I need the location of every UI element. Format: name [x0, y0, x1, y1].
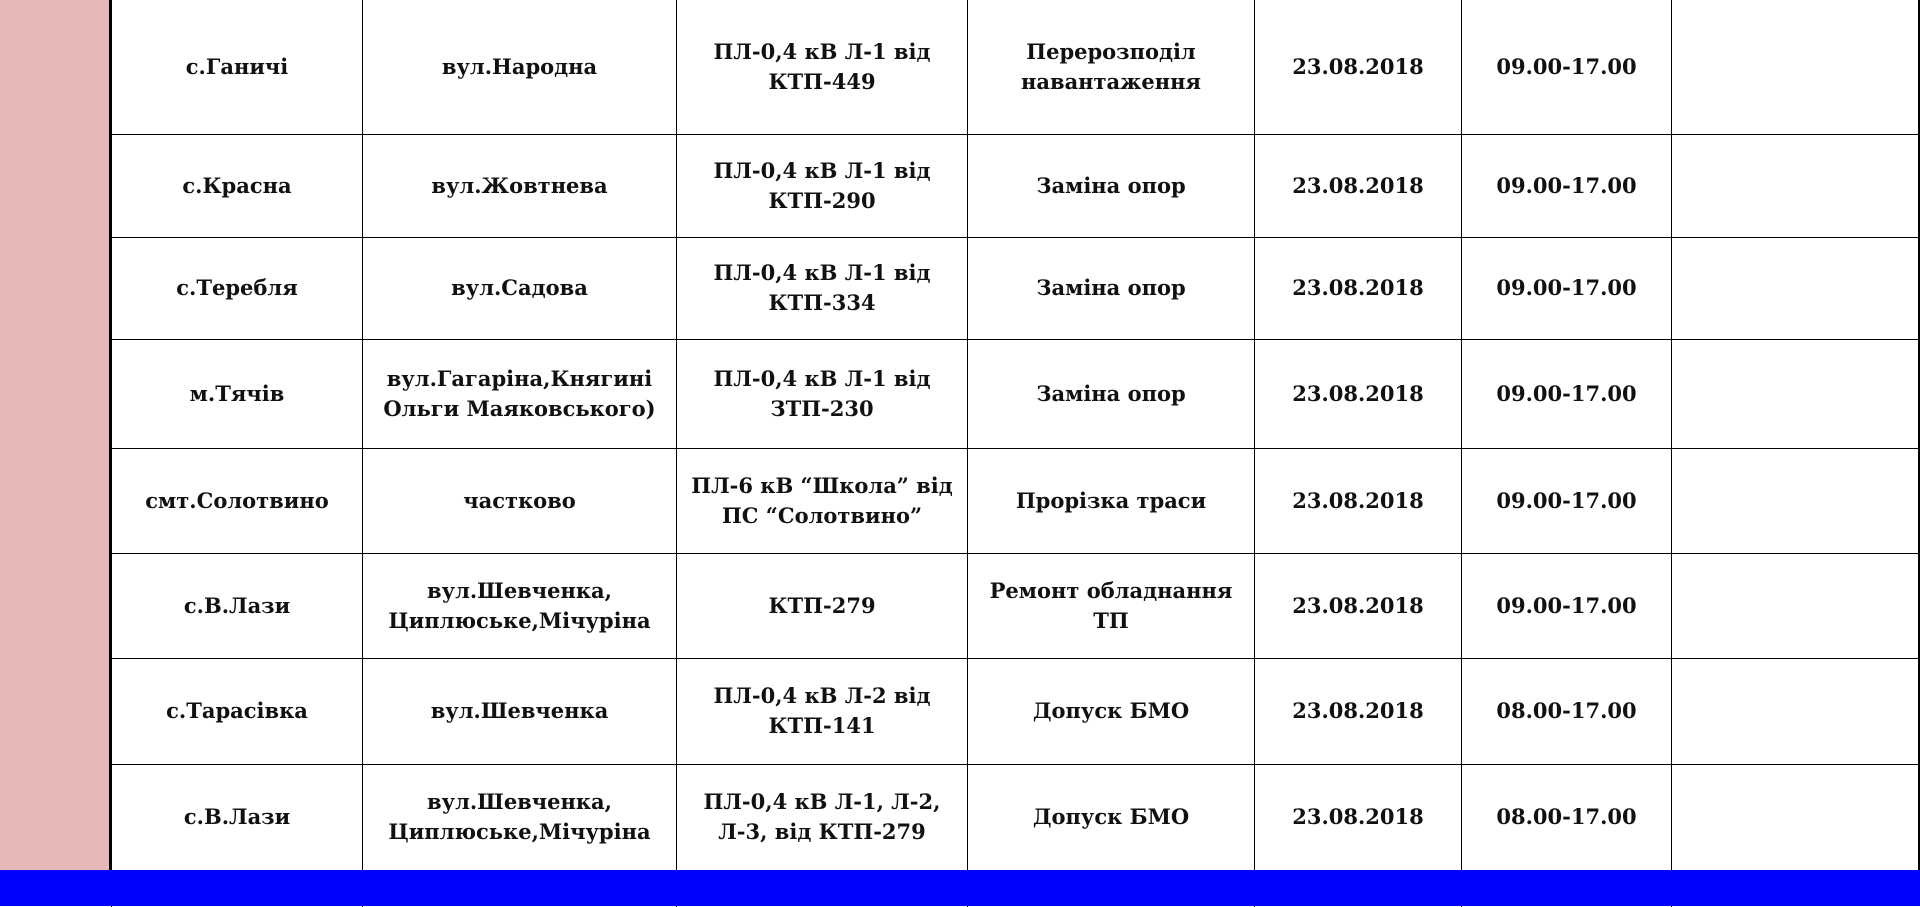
- settlement-cell[interactable]: с.В.Лази: [112, 553, 363, 658]
- table-row: [112, 237, 1919, 339]
- table-row: [112, 448, 1919, 553]
- power-object-cell[interactable]: ПЛ-0,4 кВ Л-1, Л-2, Л-3, від КТП-279: [677, 764, 968, 870]
- settlement-cell[interactable]: с.Красна: [112, 134, 363, 237]
- work-type-cell[interactable]: Перерозподіл навантаження: [968, 0, 1255, 134]
- settlement-cell[interactable]: с.Ганичі: [112, 0, 363, 134]
- schedule-table-body: [112, 0, 1919, 870]
- power-object-cell[interactable]: ПЛ-0,4 кВ Л-1 від КТП-334: [677, 237, 968, 339]
- work-type-cell[interactable]: Заміна опор: [968, 237, 1255, 339]
- street-cell[interactable]: вул.Жовтнева: [363, 134, 677, 237]
- note-cell[interactable]: [1672, 658, 1919, 764]
- date-cell[interactable]: 23.08.2018: [1255, 553, 1462, 658]
- work-type-cell[interactable]: Заміна опор: [968, 134, 1255, 237]
- date-cell[interactable]: 23.08.2018: [1255, 0, 1462, 134]
- street-cell[interactable]: частково: [363, 448, 677, 553]
- power-object-cell[interactable]: ПЛ-0,4 кВ Л-2 від КТП-141: [677, 658, 968, 764]
- work-type-cell[interactable]: Допуск БМО: [968, 658, 1255, 764]
- date-cell[interactable]: 23.08.2018: [1255, 134, 1462, 237]
- time-cell[interactable]: 09.00-17.00: [1462, 0, 1672, 134]
- note-cell[interactable]: [1672, 764, 1919, 870]
- blue-separator-bar: [0, 870, 1920, 906]
- street-cell[interactable]: вул.Садова: [363, 237, 677, 339]
- note-cell[interactable]: [1672, 553, 1919, 658]
- power-object-cell[interactable]: ПЛ-0,4 кВ Л-1 від ЗТП-230: [677, 339, 968, 448]
- note-cell[interactable]: [1672, 237, 1919, 339]
- work-type-cell[interactable]: Прорізка траси: [968, 448, 1255, 553]
- time-cell[interactable]: 09.00-17.00: [1462, 237, 1672, 339]
- table-row: [112, 658, 1919, 764]
- time-cell[interactable]: 08.00-17.00: [1462, 764, 1672, 870]
- row-group-marker-column: [0, 0, 111, 870]
- settlement-cell[interactable]: м.Тячів: [112, 339, 363, 448]
- table-row: [112, 134, 1919, 237]
- note-cell[interactable]: [1672, 448, 1919, 553]
- work-type-cell[interactable]: Ремонт обладнання ТП: [968, 553, 1255, 658]
- street-cell[interactable]: вул.Шевченка, Циплюське,Мічуріна: [363, 764, 677, 870]
- date-cell[interactable]: 23.08.2018: [1255, 339, 1462, 448]
- street-cell[interactable]: вул.Шевченка: [363, 658, 677, 764]
- date-cell[interactable]: 23.08.2018: [1255, 764, 1462, 870]
- settlement-cell[interactable]: с.В.Лази: [112, 764, 363, 870]
- date-cell[interactable]: 23.08.2018: [1255, 448, 1462, 553]
- power-object-cell[interactable]: ПЛ-0,4 кВ Л-1 від КТП-449: [677, 0, 968, 134]
- settlement-cell[interactable]: смт.Солотвино: [112, 448, 363, 553]
- table-row: [112, 553, 1919, 658]
- table-row: [112, 339, 1919, 448]
- power-object-cell[interactable]: ПЛ-0,4 кВ Л-1 від КТП-290: [677, 134, 968, 237]
- outage-schedule-table: [111, 0, 1919, 871]
- note-cell[interactable]: [1672, 339, 1919, 448]
- time-cell[interactable]: 09.00-17.00: [1462, 134, 1672, 237]
- date-cell[interactable]: 23.08.2018: [1255, 237, 1462, 339]
- date-cell[interactable]: 23.08.2018: [1255, 658, 1462, 764]
- settlement-cell[interactable]: с.Тарасівка: [112, 658, 363, 764]
- table-row: [112, 0, 1919, 134]
- street-cell[interactable]: вул.Гагаріна,Княгині Ольги Маяковського): [363, 339, 677, 448]
- note-cell[interactable]: [1672, 134, 1919, 237]
- work-type-cell[interactable]: Заміна опор: [968, 339, 1255, 448]
- table-row: [112, 764, 1919, 870]
- time-cell[interactable]: 08.00-17.00: [1462, 658, 1672, 764]
- time-cell[interactable]: 09.00-17.00: [1462, 448, 1672, 553]
- street-cell[interactable]: вул.Шевченка, Циплюське,Мічуріна: [363, 553, 677, 658]
- settlement-cell[interactable]: с.Теребля: [112, 237, 363, 339]
- street-cell[interactable]: вул.Народна: [363, 0, 677, 134]
- time-cell[interactable]: 09.00-17.00: [1462, 553, 1672, 658]
- power-object-cell[interactable]: ПЛ-6 кВ “Школа” від ПС “Солотвино”: [677, 448, 968, 553]
- time-cell[interactable]: 09.00-17.00: [1462, 339, 1672, 448]
- work-type-cell[interactable]: Допуск БМО: [968, 764, 1255, 870]
- power-object-cell[interactable]: КТП-279: [677, 553, 968, 658]
- note-cell[interactable]: [1672, 0, 1919, 134]
